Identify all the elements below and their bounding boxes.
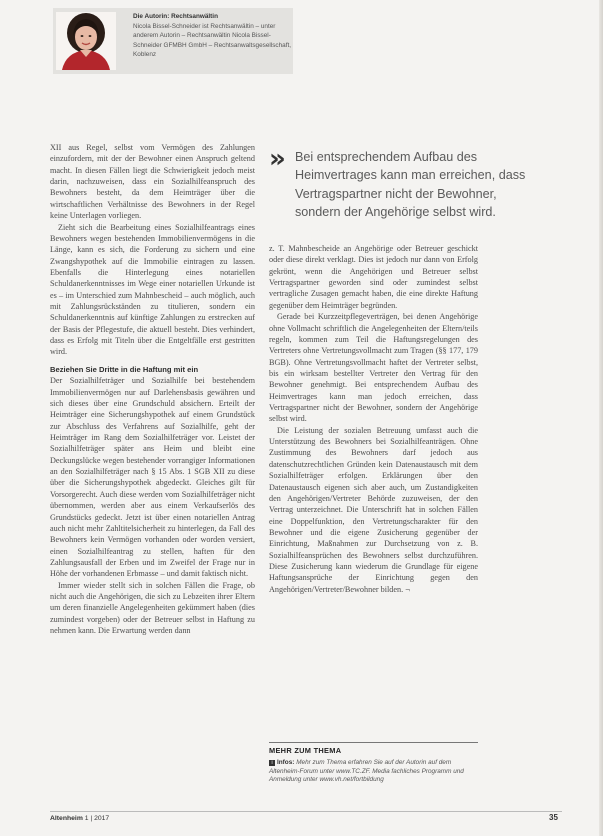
journal-issue: 1 | 2017 (84, 815, 110, 822)
left-paragraph-3: Der Sozialhilfeträger und Sozialhilfe bei bestehendem Immobilienvermögen nur auf Darlehensbasis gewähren und sich dieses über eine Grundschuld absichern. Erteilt der Heimträger eine Sicherungshypothek auf einem Grundstück zur Abschluss des Verfahrens auf Sozialhilfe, geht der Heimträger im Rang dem Sozialhilfeträger vor. Leistet der Sozialhilfeträger später ans Heim und bleibt eine Deckungslücke wegen bestehender vorrangiger Informationen an den Sozialhilfeträger nach § 15 Abs. 1 SGB XII zu diese über die Sicherungshypothek abgedeckt. Gleiches gilt für Vorsorgerecht. Auch diese werden vom Sozialhilfeträger nicht übernommen, werden aber aus einem Verkaufserlös des Grundstücks gedeckt. Jetzt ist über einen notariellen Antrag auch nicht mehr Zahltitelsicherheit zu hinterlegen, da Fall des Bewohners kein Vermögen vorhanden oder worden versiert, einen Sozialhilfeantrag zu stellen, haften für den Zahlungsausfall der Erben und im Zweifel der Frage nur in Höhe der vorhandenen Erbmasse – und damit faktisch nicht. (50, 376, 255, 579)
pull-quote (269, 144, 529, 222)
author-portrait-image (56, 12, 116, 70)
author-name: Die Autorin: Rechtsanwältin (133, 13, 218, 20)
footer-divider (50, 811, 562, 812)
page-number: 35 (549, 813, 558, 822)
end-mark: ¬ (405, 584, 410, 594)
quote-mark-icon: » (269, 144, 286, 174)
page-edge (599, 0, 603, 836)
right-paragraph-3-text: Die Leistung der sozialen Betreuung umfasst auch die Unterstützung des Bewohners bei Sozialhilfeanträgen. Ohne Zustimmung des Bewohners darf jedoch aus datenschutzrechtlichen Gründen kein Datenaustausch mit dem Sozialhilfeträger erfolgen. Erklärungen über den Datenaustausch eigenen sich aber auch, um Zustandigkeiten den Angehörigen/Vertreter Behörde zuzuweisen, der den Vertrag unterzeichnet. Die Unterschrift hat in solchen Fällen eine Doppelfunktion, den Vertretungscharakter für den Bewohner und die eigene Zusicherung gegenüber der Einrichtung, Maßnahmen zur Durchsetzung von z. B. Sozialhilfeansprüchen des Bewohners selbst durchzuführen. Diese Zusicherung kann wiederum die Grundlage für eigene Haftungsansprüche der Einrichtung gegen den Angehörigen/Vertreter/Bewohner bilden. (269, 425, 478, 594)
left-column (50, 142, 255, 636)
info-icon: i (269, 760, 275, 766)
author-box (53, 8, 293, 74)
right-column (269, 243, 478, 595)
left-paragraph-2: Zieht sich die Bearbeitung eines Sozialhilfeantrags eines Bewohners wegen bestehenden Immobilienvermögens in die Länge, kann es sich, die Forderung zu sichern und eine Zwangshypothek auf die Immobilie eintragen zu lassen. Ebenfalls die Hinterlegung eines notariellen Schuldanerkenntnisses im Wege einer notariellen Urkunde ist es – im Unterschied zum Mahnbescheid – auch möglich, auch mit Zahlungsrückständen zu titulieren, sondern ein Schuldanerkenntnis auf künftige Zahlungen zu erstrecken auf der Basis der Pflegestufe, die aktuell besteht. Dies verhindert, dass es Erfolg mit Titeln über die Entgeltfälle erst gestritten wird. (50, 222, 255, 357)
footer-journal (50, 815, 109, 822)
more-divider (269, 742, 478, 743)
info-text: Mehr zum Thema erfahren Sie auf der Autorin auf dem Altenheim-Forum unter www.TC.ZF. Media fachliches Programm und Anmeldung unter www.vh.net/fortbildung (269, 759, 464, 784)
author-bio: Nicola Bissel-Schneider ist Rechtsanwältin – unter anderem Autorin – Rechtsanwältin Nicola Bissel-Schneider GFMBH GmbH – Rechtsanwaltsgesellschaft, Koblenz (133, 22, 292, 59)
right-paragraph-2: Gerade bei Kurzzeitpflegeverträgen, bei denen Angehörige ohne Vollmacht schriftlich die Angelegenheiten der Eltern/teils regeln, kommen zum Teil die Haftungsregelungen des Vertreters ohne Vertretungsvollmacht zum Tragen (§§ 177, 179 BGB). Ohne Vertretungsvollmacht haftet der Vertreter selbst, bis ein wirksam bestellter Vertreter den Vertrag für den Bewohner genehmigt. Bei entsprechendem Aufbau des Heimvertrages kann man jedoch erreichen, dass Vertragspartner nicht der Bewohner, sondern der Angehörige selbst wird. (269, 312, 478, 424)
right-paragraph-3 (269, 425, 478, 595)
more-title: MEHR ZUM THEMA (269, 746, 342, 755)
more-on-topic-box (269, 742, 478, 785)
author-info (133, 12, 293, 60)
right-paragraph-1: z. T. Mahnbescheide an Angehörige oder Betreuer geschickt oder diese direkt verklagt. Dies ist jedoch nur dann von Erfolg gekrönt, wenn die Angehörigen und Betreuer selbst Vertragspartner geworden sind oder zumindest selbst vertragliche Zusagen gemacht haben, die eine direkte Haftung gegenüber dem Heimträger begründen. (269, 244, 478, 310)
journal-name: Altenheim (50, 815, 83, 822)
section-heading: Beziehen Sie Dritte in die Haftung mit ein (50, 364, 199, 374)
more-body (269, 759, 478, 785)
left-paragraph-4: Immer wieder stellt sich in solchen Fällen die Frage, ob nicht auch die Angehörigen, die sich zu Lebzeiten ihrer Eltern um deren finanzielle Angelegenheiten gekümmert haben (dies zumindest vorgeben) oder der Betreuer selbst in Haftung zu nehmen kann. Die Erwartung werden dann (50, 580, 255, 636)
pull-quote-text: Bei entsprechendem Aufbau des Heimvertrages kann man erreichen, dass Vertragspartner nicht der Bewohner, sondern der Angehörige selbst wird. (295, 150, 526, 220)
left-paragraph-1: XII aus Regel, selbst vom Vermögen des Zahlungen einzufordern, mit der der Bewohner einen Anspruch geltend macht. In diesen Fällen liegt die Schwierigkeit jedoch meist darin, nachzuweisen, dass ein Sozialhilfeanspruch des Bewohners besteht, da dem Heimträger über die wirtschaftlichen Verhältnisse des Bewohners in der Regel keine Unterlagen vorliegen. (50, 143, 255, 221)
author-photo (56, 12, 116, 70)
info-label: Infos: (277, 759, 295, 766)
